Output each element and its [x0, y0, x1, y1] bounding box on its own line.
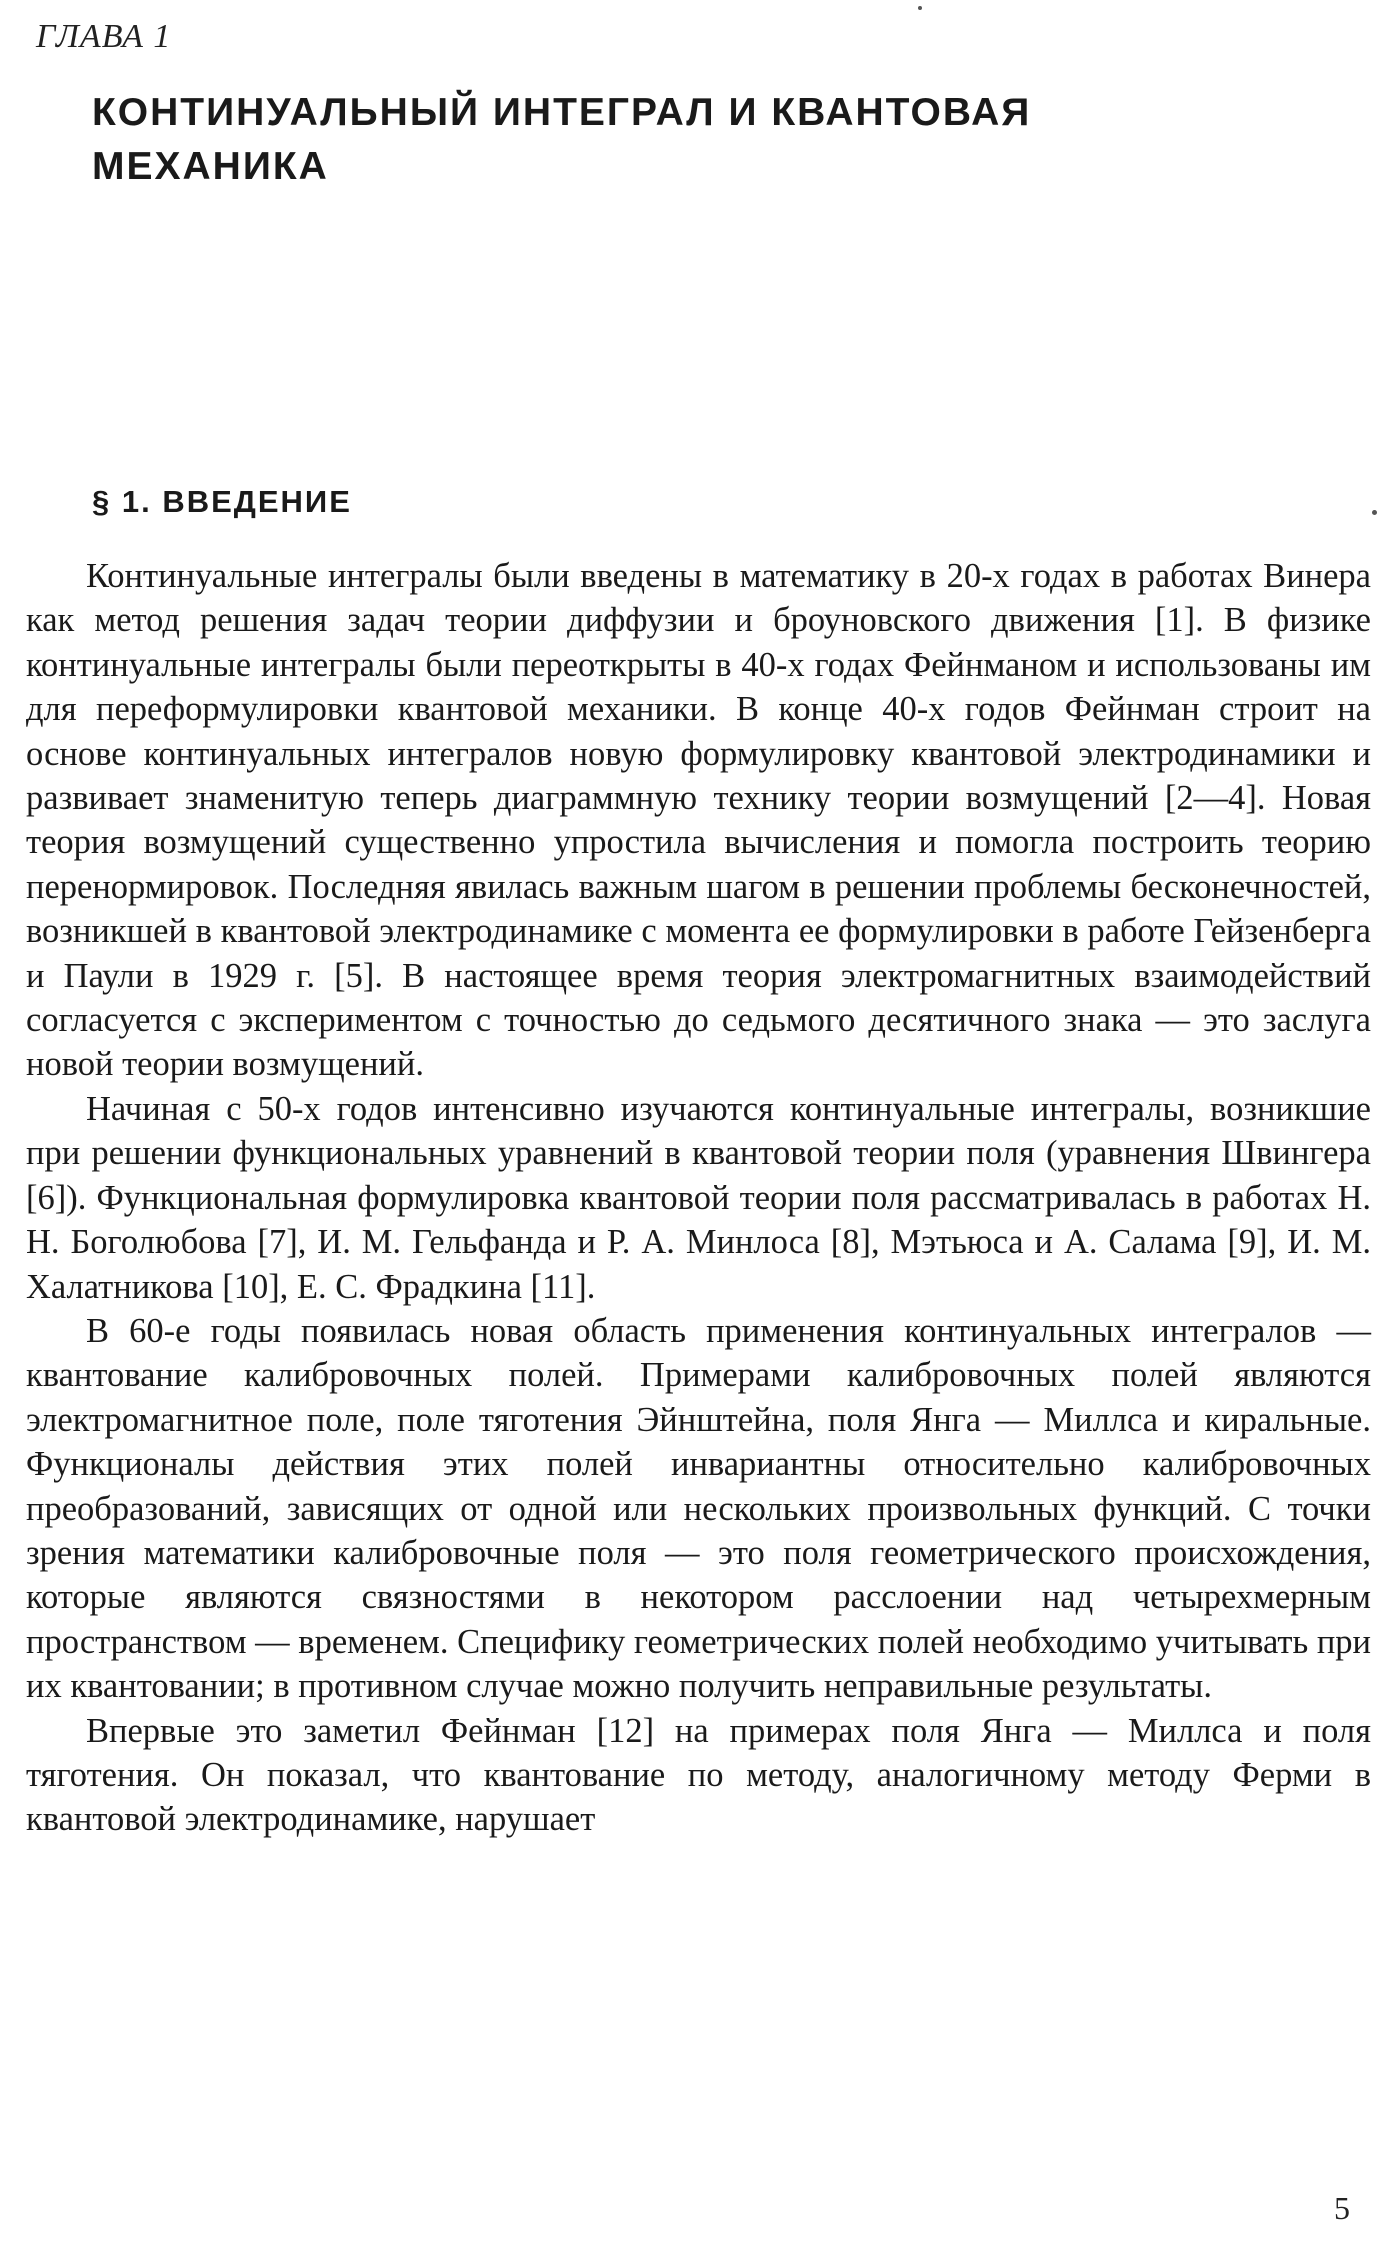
paragraph-2: Начиная с 50-х годов интенсивно изучаются континуальные интегралы, возникшие при решении функциональных уравнений в квантовой теории поля (уравнения Швингера [6]). Функциональная формулировка квантовой теории поля рассматривалась в работах Н. Н. Боголюбова [7], И. М. Гельфанда и Р. А. Минлоса [8], Мэтьюса и А. Салама [9], И. М. Халатникова [10], Е. С. Фрадкина [11]. — [26, 1089, 1371, 1306]
print-speck — [918, 6, 922, 10]
chapter-label: ГЛАВА 1 — [36, 18, 172, 55]
section-title: § 1. ВВЕДЕНИЕ — [92, 484, 352, 519]
paragraph-1: Континуальные интегралы были введены в математику в 20-х годах в работах Винера как метод решения задач теории диффузии и броуновского движения [1]. В физике континуальные интегралы были переоткрыты в 40-х годах Фейнманом и использованы им для переформулировки квантовой механики. В конце 40-х годов Фейнман строит на основе континуальных интегралов новую формулировку квантовой электродинамики и развивает знаменитую теперь диаграммную технику теории возмущений [2—4]. Новая теория возмущений существенно упростила вычисления и помогла построить теорию перенормировок. Последняя явилась важным шагом в решении проблемы бесконечностей, возникшей в квантовой электродинамике с момента ее формулировки в работе Гейзенберга и Паули в 1929 г. [5]. В настоящее время теория электромагнитных взаимодействий согласуется с экспериментом с точностью до седьмого десятичного знака — это заслуга новой теории возмущений. — [26, 557, 1371, 1084]
body-text — [26, 554, 1371, 1842]
chapter-title: КОНТИНУАЛЬНЫЙ ИНТЕГРАЛ И КВАНТОВАЯ МЕХАНИКА — [92, 91, 1032, 188]
paragraph-4: Впервые это заметил Фейнман [12] на примерах поля Янга — Миллса и поля тяготения. Он показал, что квантование по методу, аналогичному методу Ферми в квантовой электродинамике, нарушает — [26, 1711, 1371, 1839]
print-speck — [1372, 510, 1377, 515]
paragraph-3: В 60-е годы появилась новая область применения континуальных интегралов — квантование калибровочных полей. Примерами калибровочных полей являются электромагнитное поле, поле тяготения Эйнштейна, поля Янга — Миллса и киральные. Функционалы действия этих полей инвариантны относительно калибровочных преобразований, зависящих от одной или нескольких произвольных функций. С точки зрения математики калибровочные поля — это поля геометрического происхождения, которые являются связностями в некотором расслоении над четырехмерным пространством — временем. Специфику геометрических полей необходимо учитывать при их квантовании; в противном случае можно получить неправильные результаты. — [26, 1311, 1371, 1706]
page-number: 5 — [1334, 2190, 1350, 2226]
